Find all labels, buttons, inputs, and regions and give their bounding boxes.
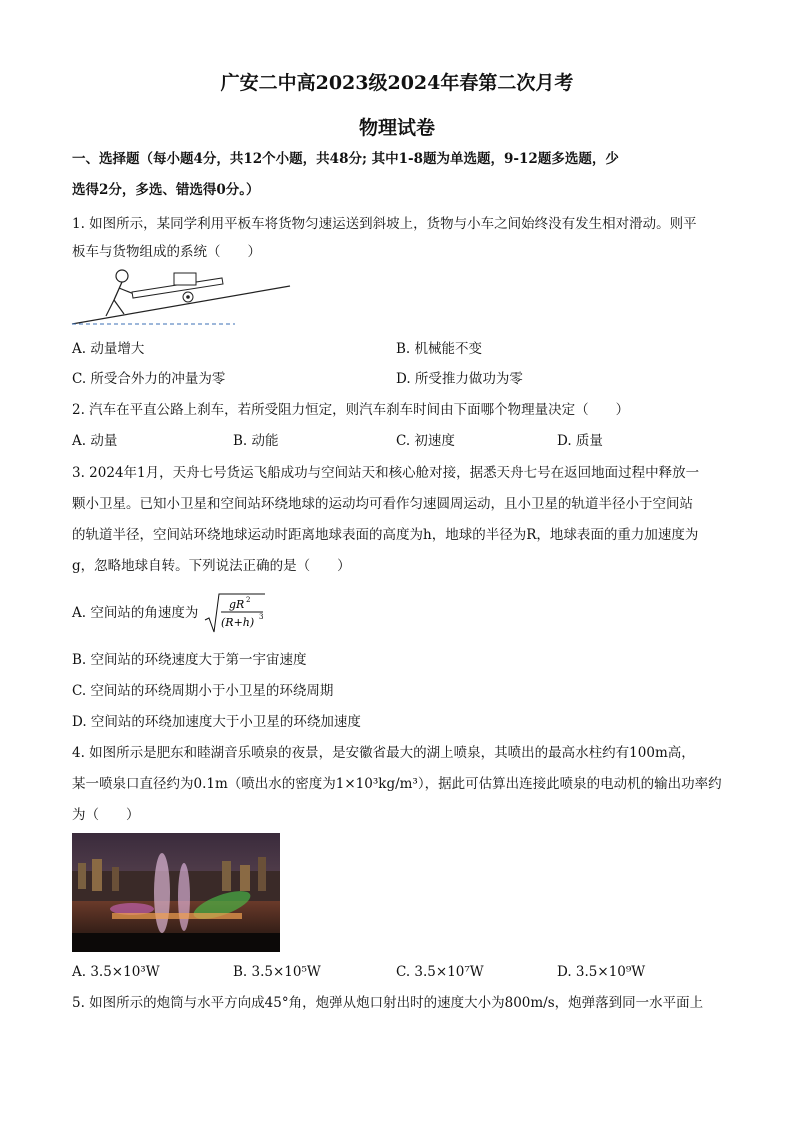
q3-option-b: B. 空间站的环绕速度大于第一宇宙速度 [72, 652, 307, 668]
exam-title: 广安二中高2023级2024年春第二次月考 [220, 72, 574, 94]
formula-denominator: (R+h) [221, 616, 255, 629]
q2-option-d: D. 质量 [557, 433, 603, 449]
q3-stem-line3: 的轨道半径，空间站环绕地球运动时距离地球表面的高度为h，地球的半径为R，地球表面的重力加速度为 [72, 527, 699, 543]
q2-stem: 2. 汽车在平直公路上刹车，若所受阻力恒定，则汽车刹车时间由下面哪个物理量决定（ ） [72, 402, 630, 418]
q4-option-a: A. 3.5×10³W [72, 964, 160, 980]
q4-option-c: C. 3.5×10⁷W [396, 964, 484, 980]
q1-option-a: A. 动量增大 [72, 341, 145, 357]
fountain-photo-illustration [72, 833, 280, 952]
q3-option-a: A. 空间站的角速度为 [72, 605, 199, 621]
section-instructions-line1: 一、选择题（每小题4分，共12个小题，共48分; 其中1-8题为单选题，9-12题多选题，少 [72, 151, 619, 167]
q4-stem-line1: 4. 如图所示是肥东和睦湖音乐喷泉的夜景，是安徽省最大的湖上喷泉，其喷出的最高水柱约有100m高， [72, 745, 695, 761]
q3-stem-line1: 3. 2024年1月，天舟七号货运飞船成功与空间站天和核心舱对接，据悉天舟七号在返回地面过程中释放一 [72, 465, 700, 481]
section-instructions-line2: 选得2分，多选、错选得0分。） [72, 182, 260, 198]
angular-velocity-formula [203, 590, 273, 634]
q1-option-b: B. 机械能不变 [396, 341, 483, 357]
q3-stem-line2: 颗小卫星。已知小卫星和空间站环绕地球的运动均可看作匀速圆周运动，且小卫星的轨道半径小于空间站 [72, 496, 693, 512]
q2-option-b: B. 动能 [233, 433, 279, 449]
fountain-night-photo [72, 833, 280, 952]
cart-slope-figure [70, 264, 300, 332]
q5-stem-line1: 5. 如图所示的炮筒与水平方向成45°角，炮弹从炮口射出时的速度大小为800m/s，炮弹落到同一水平面上 [72, 995, 704, 1011]
q1-stem-line2: 板车与货物组成的系统（ ） [72, 244, 261, 260]
q4-stem-line2: 某一喷泉口直径约为0.1m（喷出水的密度为1×10³kg/m³），据此可估算出连接此喷泉的电动机的输出功率约 [72, 776, 722, 792]
q4-stem-line3: 为（ ） [72, 807, 140, 823]
q1-option-c: C. 所受合外力的冲量为零 [72, 371, 226, 387]
q3-stem-line4: g，忽略地球自转。下列说法正确的是（ ） [72, 558, 351, 574]
q3-option-c: C. 空间站的环绕周期小于小卫星的环绕周期 [72, 683, 334, 699]
exam-subtitle: 物理试卷 [358, 117, 435, 139]
formula-numerator: gR [229, 598, 245, 611]
q4-option-d: D. 3.5×10⁹W [557, 964, 646, 980]
q2-option-c: C. 初速度 [396, 433, 455, 449]
formula-numerator-exponent: 2 [246, 596, 251, 604]
q2-option-a: A. 动量 [72, 433, 118, 449]
formula-denominator-exponent: 3 [259, 613, 264, 621]
q1-option-d: D. 所受推力做功为零 [396, 371, 523, 387]
q3-option-d: D. 空间站的环绕加速度大于小卫星的环绕加速度 [72, 714, 361, 730]
q1-stem-line1: 1. 如图所示，某同学利用平板车将货物匀速运送到斜坡上，货物与小车之间始终没有发生相对滑动。则平 [72, 216, 697, 232]
q4-option-b: B. 3.5×10⁵W [233, 964, 321, 980]
